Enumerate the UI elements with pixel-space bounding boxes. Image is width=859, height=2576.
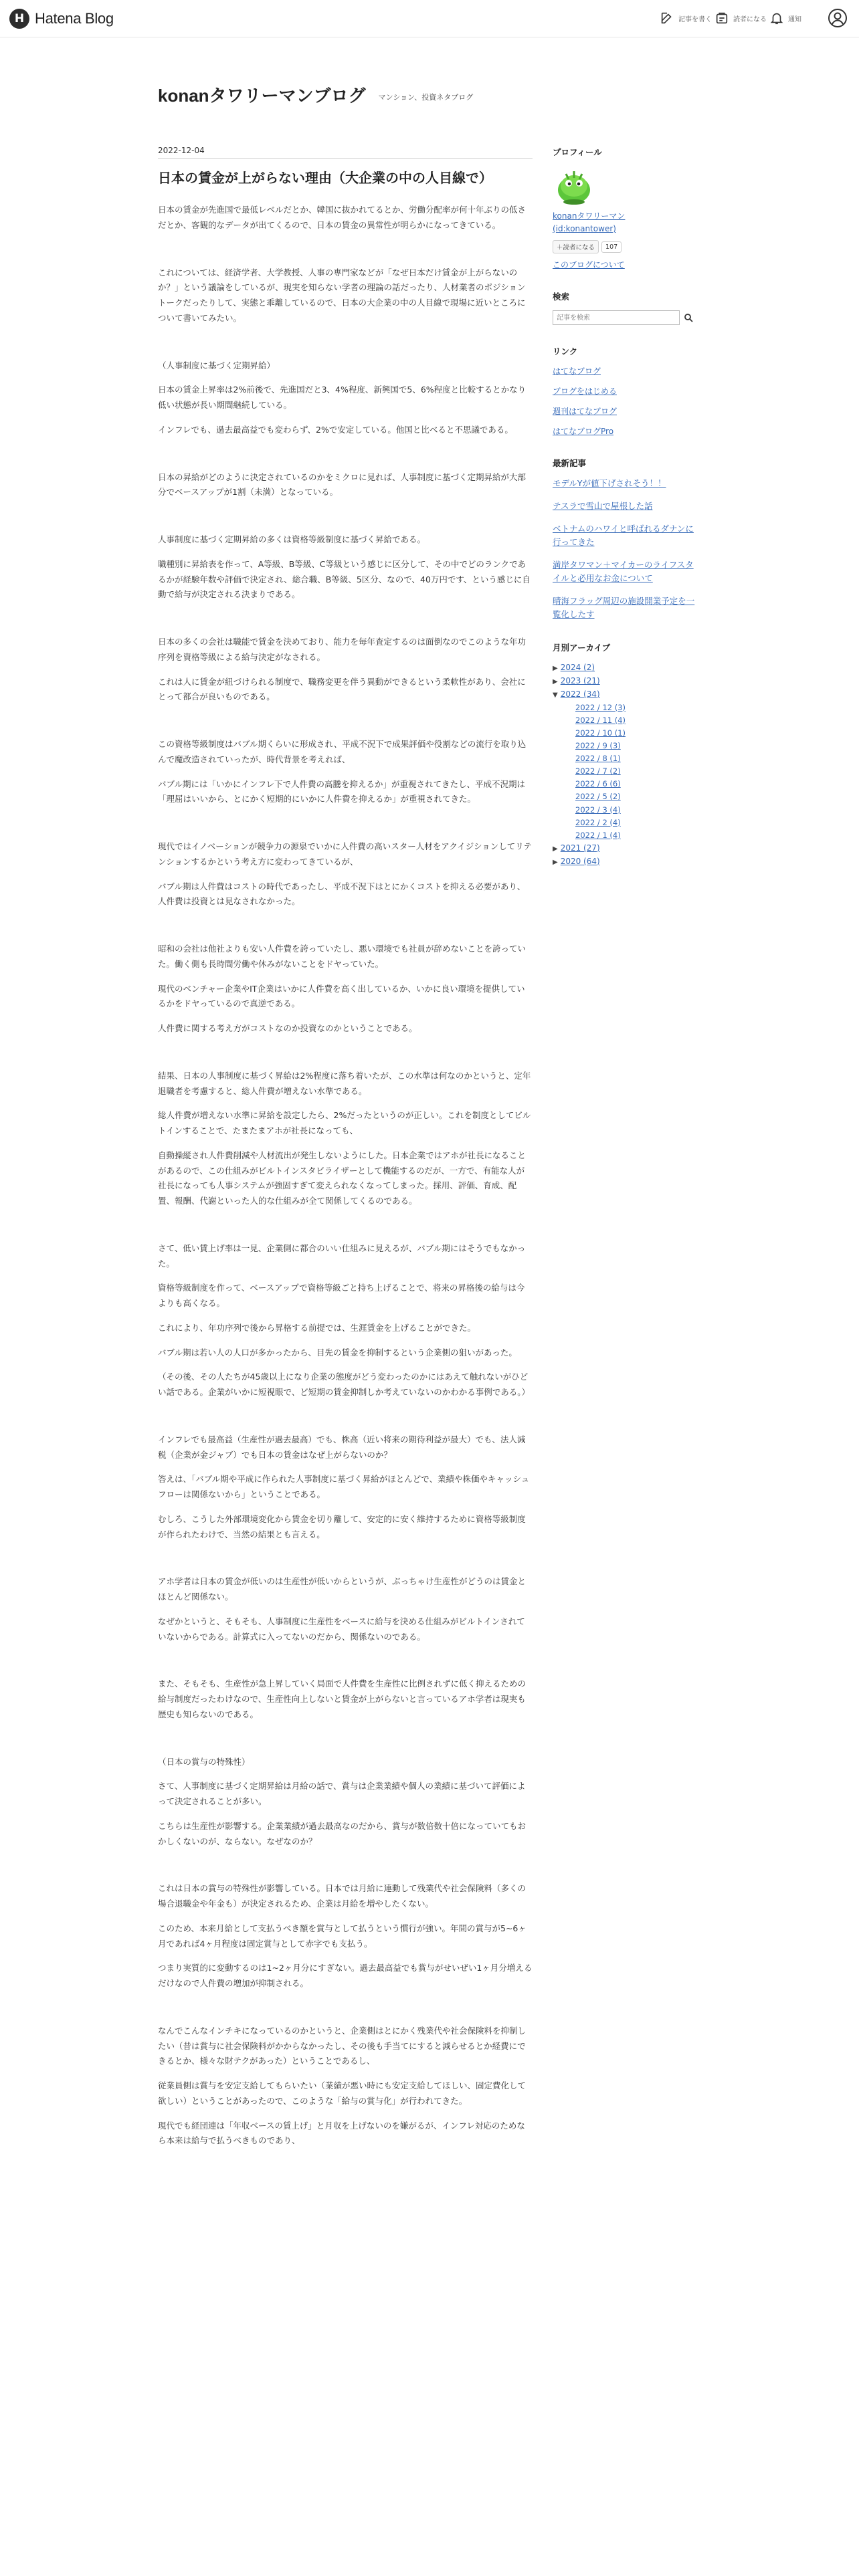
- paragraph-spacer: [158, 919, 533, 942]
- recent-entry-link[interactable]: モデルYが値下げされそう！！: [553, 478, 666, 489]
- reader-label: 読者になる: [733, 15, 767, 23]
- recent-title: 最新記事: [553, 458, 587, 469]
- entry-paragraph: なんでこんなインチキになっているのかというと、企業側はとにかく残業代や社会保険料を抑制したい（昔は賞与に社会保険料がかからなかったし、その後も手当てにすると減らせるとか経費にできるとか、様々な財テクがあった）ということであるし、: [158, 2025, 527, 2066]
- archive-year-label: 2020 (64): [560, 856, 600, 866]
- entry-date[interactable]: 2022-12-04: [158, 146, 533, 159]
- links-module: [553, 345, 700, 437]
- link-weekly-hatena[interactable]: 週刊はてなブログ: [553, 407, 617, 417]
- brand-name: Hatena Blog: [35, 10, 114, 27]
- entry-paragraph: むしろ、こうした外部環境変化から賃金を切り離して、安定的に安く維持するために資格等級制度が作られたわけで、当然の結果とも言える。: [158, 1513, 526, 1539]
- entry-paragraph: 自動操縦され人件費削減や人材流出が発生しないようにした。日本企業ではアホが社長になることがあるので、この仕組みがビルトインスタビライザーとして機能するのだが、一方で、有能な人が社長になっても人事システムが強固すぎて変えられなくなってしまった。採用、評価、育成、配置、報酬、代謝といった人的な仕組みが全て関係してくるのである。: [158, 1150, 527, 1206]
- paragraph-spacer: [158, 447, 533, 470]
- archive-month-link[interactable]: 2022 / 5 (2): [575, 792, 621, 802]
- entry-paragraph: 日本の昇給がどのように決定されているのかをミクロに見れば、人事制度に基づく定期昇給が大部分でベースアップが1割（未満）となっている。: [158, 471, 527, 498]
- recent-entries-module: [553, 457, 700, 621]
- archive-year-2023[interactable]: [553, 675, 700, 688]
- bell-icon: [769, 11, 784, 25]
- notification-button[interactable]: [769, 11, 801, 25]
- collapse-triangle-icon: ▼: [553, 691, 558, 699]
- archive-module: [553, 641, 700, 868]
- entry-paragraph: これについては、経済学者、大学教授、人事の専門家などが「なぜ日本だけ賃金が上がらないのか？」という議論をしているが、現実を知らない学者の理論の話だったり、人材業者のポジショントークだったりして、実態と乖離しているので、日本の大企業の中の人目線で現場に近いところについて書いてみたい。: [158, 267, 526, 323]
- follower-count: 107: [601, 241, 622, 253]
- entry-paragraph: 現代ではイノベーションが競争力の源泉でいかに人件費の高いスター人材をアクイジションしてリテンションするかという考え方に変わってきているが、: [158, 841, 532, 867]
- links-title: リンク: [553, 346, 578, 357]
- expand-triangle-icon: ▶: [553, 665, 558, 673]
- reader-button[interactable]: [714, 11, 767, 25]
- profile-avatar[interactable]: [553, 166, 594, 207]
- hatena-logo-icon: H: [9, 9, 29, 29]
- archive-year-2021[interactable]: [553, 842, 700, 855]
- entry-paragraph: 職種別に昇給表を作って、A等級、B等級、C等級という感じに区分して、その中でどのランクであるかが経験年数や評価で決定され、総合職、B等級、5区分、なので、40万円です、という感じに自動で給与が決定される決まりである。: [158, 558, 531, 600]
- user-avatar-icon[interactable]: [828, 8, 848, 28]
- entry-paragraph: さて、低い賃上げ率は一見、企業側に都合のいい仕組みに見えるが、バブル期にはそうでもなかった。: [158, 1243, 526, 1269]
- entry-title[interactable]: 日本の賃金が上がらない理由（大企業の中の人目線で）: [158, 170, 492, 186]
- archive-month-link[interactable]: 2022 / 3 (4): [575, 804, 621, 815]
- archive-year-2022[interactable]: [553, 688, 700, 702]
- archive-year-label: 2023 (21): [560, 676, 600, 686]
- expand-triangle-icon: ▶: [553, 678, 558, 686]
- archive-year-2024[interactable]: [553, 661, 700, 675]
- expand-triangle-icon: ▶: [553, 858, 558, 866]
- entry-paragraph: 現代でも経団連は「年収ベースの賃上げ」と月収を上げないのを嫌がるが、インフレ対応のためなら本来は給与で払うべきものであり、: [158, 2120, 525, 2146]
- paragraph-spacer: [158, 817, 533, 839]
- recent-entry-link[interactable]: 満岸タワマン＋マイカーのライフスタイルと必用なお金について: [553, 560, 694, 584]
- archive-month-link[interactable]: 2022 / 7 (2): [575, 766, 621, 776]
- paragraph-spacer: [158, 1654, 533, 1677]
- entry-paragraph: 従業員側は賞与を安定支給してもらいたい（業績が悪い時にも安定支給してほしい、固定費化して欲しい）ということがあったので、このような「給与の賞与化」が行われてきた。: [158, 2080, 527, 2106]
- profile-id-link[interactable]: (id:konantower): [553, 223, 616, 233]
- entry-paragraph: 総人件費が増えない水準に昇給を設定したら、2%だったというのが正しい。これを制度としてビルトインすることで、たまたまアホが社長になっても、: [158, 1110, 531, 1136]
- write-entry-label: 記事を書く: [678, 15, 712, 23]
- entry-paragraph: （日本の賞与の特殊性）: [158, 1756, 250, 1767]
- paragraph-spacer: [158, 1046, 533, 1069]
- write-entry-button[interactable]: [660, 11, 712, 25]
- entry-paragraph: バブル期は人件費はコストの時代であったし、平成不況下はとにかくコストを抑える必要があり、人件費は投資とは見なされなかった。: [158, 881, 526, 907]
- paragraph-spacer: [158, 1732, 533, 1755]
- entry-paragraph: 昭和の会社は他社よりも安い人件費を誇っていたし、悪い環境でも社員が辞めないことを誇っていた。働く側も長時間労働や休みがないことをドヤっていた。: [158, 944, 527, 969]
- link-hatena-blog[interactable]: はてなブログ: [553, 366, 601, 377]
- blog-header: [158, 82, 693, 107]
- archive-month-link[interactable]: 2022 / 6 (6): [575, 779, 621, 789]
- plus-icon: ＋: [557, 244, 563, 252]
- follow-button[interactable]: [553, 240, 599, 253]
- entry-paragraph: 日本の賃金上昇率は2%前後で、先進国だと3、4%程度、新興国で5、6%程度と比較するとかなり低い状態が長い期間継続している。: [158, 385, 527, 410]
- profile-module: [553, 146, 700, 270]
- paragraph-spacer: [158, 2001, 533, 2024]
- entry-paragraph: アホ学者は日本の賃金が低いのは生産性が低いからというが、ぶっちゃけ生産性がどうのは賃金とほとんど関係ない。: [158, 1576, 527, 1602]
- archive-year-label: 2024 (2): [560, 663, 595, 673]
- paragraph-spacer: [158, 1218, 533, 1241]
- global-header: [0, 0, 859, 37]
- recent-entry-link[interactable]: ベトナムのハワイと呼ばれるダナンに行ってきた: [553, 524, 694, 548]
- entry-paragraph: 現代のベンチャー企業やIT企業はいかに人件費を高く出しているか、いかに良い環境を提供しているかをドヤっているので真逆である。: [158, 983, 525, 1009]
- paragraph-spacer: [158, 1551, 533, 1574]
- search-title: 検索: [553, 292, 570, 302]
- paragraph-spacer: [158, 336, 533, 358]
- link-hatena-pro[interactable]: はてなブログPro: [553, 427, 614, 437]
- archive-title: 月別アーカイブ: [553, 643, 611, 653]
- archive-month-link[interactable]: 2022 / 12 (3): [575, 702, 626, 712]
- paragraph-spacer: [158, 243, 533, 265]
- entry-body: [158, 203, 533, 2149]
- search-row: [553, 310, 700, 325]
- reader-icon: [714, 11, 729, 25]
- archive-month-link[interactable]: 2022 / 1 (4): [575, 830, 621, 840]
- paragraph-spacer: [158, 510, 533, 532]
- archive-month-link[interactable]: 2022 / 2 (4): [575, 817, 621, 827]
- archive-year-label: 2022 (34): [560, 689, 600, 699]
- archive-month-link[interactable]: 2022 / 8 (1): [575, 754, 621, 764]
- about-blog-link[interactable]: このブログについて: [553, 260, 625, 270]
- notification-label: 通知: [788, 15, 801, 23]
- paragraph-spacer: [158, 1410, 533, 1432]
- entry-paragraph: 人件費に関する考え方がコストなのか投資なのかということである。: [158, 1023, 417, 1033]
- link-start-blog[interactable]: ブログをはじめる: [553, 387, 617, 397]
- archive-year-label: 2021 (27): [560, 843, 600, 853]
- entry-paragraph: 結果、日本の人事制度に基づく昇給は2%程度に落ち着いたが、この水準は何なのかというと、定年退職者を考慮すると、総人件費が増えない水準である。: [158, 1070, 531, 1096]
- edit-icon: [660, 11, 674, 25]
- sidebar: [553, 146, 700, 889]
- entry-paragraph: これは人に賃金が紐づけられる制度で、職務変更を伴う異動ができるという柔軟性があり、会社にとって都合が良いものである。: [158, 676, 526, 702]
- hatena-blog-logo[interactable]: [9, 9, 114, 29]
- search-input[interactable]: [553, 310, 680, 325]
- entry-paragraph: つまり実質的に変動するのは1~2ヶ月分にすぎない。過去最高益でも賞与がせいぜい1ヶ月分増えるだけなので人件費の増加が抑制される。: [158, 1963, 533, 1988]
- entry-paragraph: これは日本の賞与の特殊性が影響している。日本では月給に連動して残業代や社会保険料（多くの場合退職金や年金も）が決定されるため、企業は月給を増やしたくない。: [158, 1883, 527, 1909]
- search-module: [553, 290, 700, 325]
- blog-description: マンション、投資ネタブログ: [378, 93, 474, 102]
- entry-paragraph: 日本の多くの会社は職能で賃金を決めており、能力を毎年査定するのは面倒なのでこのような年功序列を資格等級による給与決定がなされる。: [158, 637, 527, 662]
- paragraph-spacer: [158, 1858, 533, 1881]
- paragraph-spacer: [158, 612, 533, 635]
- entry-paragraph: これにより、年功序列で後から昇格する前提では、生涯賃金を上げることができた。: [158, 1322, 476, 1333]
- paragraph-spacer: [158, 714, 533, 737]
- entry-paragraph: 日本の賃金が先進国で最低レベルだとか、韓国に抜かれてるとか、労働分配率が何十年ぶりの低さだとか、客観的なデータが出てくるので、日本の賃金の異常性が明らかになってきている。: [158, 205, 527, 230]
- entry-paragraph: 資格等級制度を作って、ベースアップで資格等級ごと持ち上げることで、将来の昇格後の給与は今よりも高くなる。: [158, 1283, 525, 1308]
- profile-title: プロフィール: [553, 147, 602, 157]
- archive-month-link[interactable]: 2022 / 9 (3): [575, 741, 621, 751]
- search-icon[interactable]: [684, 313, 693, 322]
- entry-paragraph: （その後、その人たちが45歳以上になり企業の態度がどう変わったのかにはあえて触れないがひどい話である。企業がいかに短視眼で、ど短期の賃金抑制しか考えていないのかわかる事例である。）: [158, 1372, 531, 1397]
- profile-name-link[interactable]: konanタワリーマン: [553, 211, 626, 221]
- entry-paragraph: このため、本来月給として支払うべき額を賞与として払うという慣行が強い。年間の賞与が5~6ヶ月であれば4ヶ月程度は固定賞与として赤字でも支払う。: [158, 1923, 527, 1949]
- entry-article: [158, 146, 533, 2158]
- follow-row: [553, 240, 700, 253]
- entry-paragraph: この資格等級制度はバブル期くらいに形成され、平成不況下で成果評価や役割などの流行を取り込んで魔改造されていったが、時代背景を考えれば、: [158, 739, 527, 764]
- entry-paragraph: インフレでも、過去最高益でも変わらず、2%で安定している。他国と比べると不思議である。: [158, 424, 513, 435]
- archive-month-link[interactable]: 2022 / 10 (1): [575, 728, 626, 738]
- expand-triangle-icon: ▶: [553, 845, 558, 853]
- entry-paragraph: こちらは生産性が影響する。企業業績が過去最高なのだから、賞与が数倍数十倍になっていてもおかしくないのが、ならない。なぜなのか？: [158, 1820, 527, 1846]
- entry-paragraph: インフレでも最高益（生産性が過去最高）でも、株高（近い将来の期待利益が最大）でも、法人減税（企業が金ジャブ）でも日本の賃金はなぜ上がらないのか？: [158, 1434, 526, 1460]
- entry-paragraph: さて、人事制度に基づく定期昇給は月給の話で、賞与は企業業績や個人の業績に基づいて評価によって決定されることが多い。: [158, 1781, 526, 1806]
- recent-entry-link[interactable]: テスラで雪山で屋根した話: [553, 501, 653, 512]
- recent-entry-link[interactable]: 晴海フラッグ周辺の施設開業予定を一覧化したす: [553, 596, 695, 620]
- archive-month-list: [553, 702, 700, 842]
- follow-label: 読者になる: [563, 244, 595, 252]
- blog-title[interactable]: konanタワリーマンブログ: [158, 86, 366, 106]
- entry-paragraph: 答えは、「バブル期や平成に作られた人事制度に基づく昇給がほとんどで、業績や株価やキャッシュフローは関係ないから」ということである。: [158, 1474, 530, 1499]
- entry-paragraph: 人事制度に基づく定期昇給の多くは資格等級制度に基づく昇給である。: [158, 534, 426, 544]
- entry-paragraph: なぜかというと、そもそも、人事制度に生産性をベースに給与を決める仕組みがビルトインされていないからである。計算式に入ってないのだから、関係ないのである。: [158, 1616, 525, 1642]
- archive-month-link[interactable]: 2022 / 11 (4): [575, 715, 626, 725]
- entry-paragraph: また、そもそも、生産性が急上昇していく局面で人件費を生産性に比例されずに低く抑えるための給与制度だったわけなので、生産性向上しないと賃金が上がらないと言っているアホ学者は現実も歴史も知らないのである。: [158, 1679, 527, 1719]
- entry-paragraph: （人事制度に基づく定期昇給）: [158, 360, 276, 370]
- entry-paragraph: バブル期には「いかにインフレ下で人件費の高騰を抑えるか」が重視されてきたし、平成不況期は「理屈はいいから、とにかく短期的にいかに人件費を抑えるか」が重視されてきた。: [158, 778, 526, 804]
- archive-year-2020[interactable]: [553, 855, 700, 869]
- entry-paragraph: バブル期は若い人の人口が多かったから、目先の賃金を抑制するという企業側の狙いがあった。: [158, 1347, 517, 1358]
